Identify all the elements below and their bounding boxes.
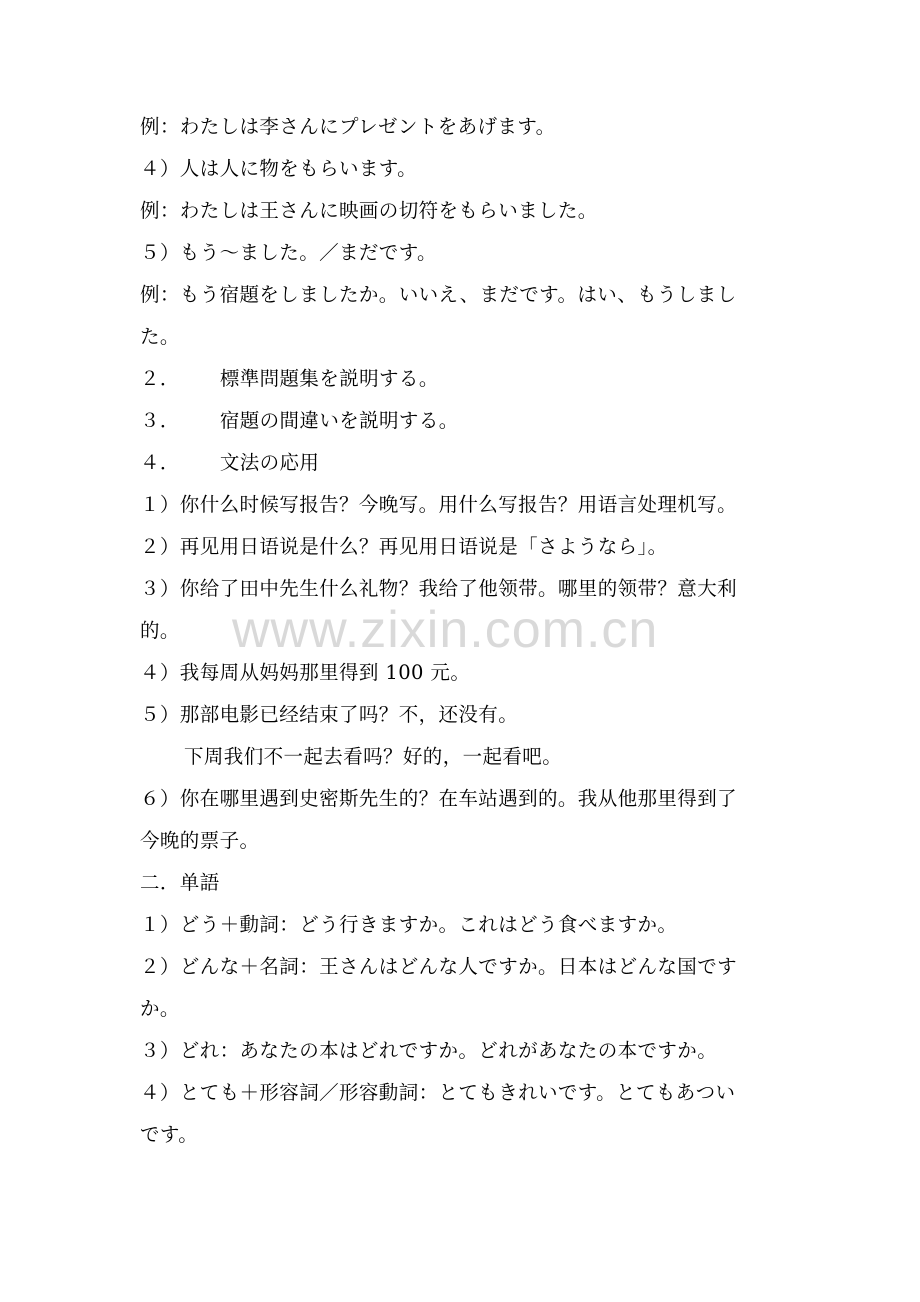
vocab-line-continued: か。: [140, 997, 180, 1020]
example-line: 例：もう宿題をしましたか。いいえ、まだです。はい、もうしまし: [140, 283, 737, 306]
grammar-point-5: ５）もう～ました。／まだです。: [140, 241, 437, 264]
translation-line: ３）你给了田中先生什么礼物？我给了他领带。哪里的领带？意大利: [140, 577, 738, 600]
section-number: ３．: [140, 409, 180, 432]
section-text: 宿題の間違いを説明する。: [219, 409, 459, 432]
section-heading-vocabulary: 二．单語: [140, 871, 220, 894]
watermark: www.zixin.com.cn: [232, 601, 659, 659]
vocab-line: ３）どれ：あなたの本はどれですか。どれがあなたの本ですか。: [140, 1039, 718, 1062]
translation-line: ５）那部电影已经结束了吗？不，还没有。: [140, 703, 519, 726]
example-line-continued: た。: [140, 325, 180, 348]
translation-line: １）你什么时候写报告？今晚写。用什么写报告？用语言处理机写。: [140, 493, 738, 516]
translation-line: ４）我每周从妈妈那里得到 100 元。: [140, 661, 471, 684]
vocab-line: ４）とても＋形容詞／形容動詞：とてもきれいです。とてもあつい: [140, 1081, 736, 1104]
translation-line-continued: 的。: [140, 619, 180, 642]
example-line: 例：わたしは李さんにプレゼントをあげます。: [140, 115, 556, 138]
grammar-point-4: ４）人は人に物をもらいます。: [140, 157, 418, 180]
section-item-4: [140, 442, 790, 484]
vocab-line: ２）どんな＋名詞：王さんはどんな人ですか。日本はどんな国です: [140, 955, 738, 978]
section-item-2: [140, 358, 790, 400]
section-item-3: [140, 400, 790, 442]
document-body: [140, 106, 790, 1156]
translation-line: ２）再见用日语说是什么？再见用日语说是「さようなら」。: [140, 535, 668, 558]
section-number: ４．: [140, 451, 180, 474]
vocab-line-continued: です。: [140, 1123, 199, 1146]
translation-line-indented: 下周我们不一起去看吗？好的，一起看吧。: [184, 745, 563, 768]
section-text: 標準問題集を説明する。: [219, 367, 439, 390]
vocab-line: １）どう＋動詞：どう行きますか。これはどう食べますか。: [140, 913, 678, 936]
translation-line: ６）你在哪里遇到史密斯先生的？在车站遇到的。我从他那里得到了: [140, 787, 738, 810]
example-line: 例：わたしは王さんに映画の切符をもらいました。: [140, 199, 598, 222]
section-text: 文法の応用: [219, 451, 320, 474]
section-number: ２．: [140, 367, 180, 390]
translation-line-continued: 今晚的票子。: [140, 829, 260, 852]
